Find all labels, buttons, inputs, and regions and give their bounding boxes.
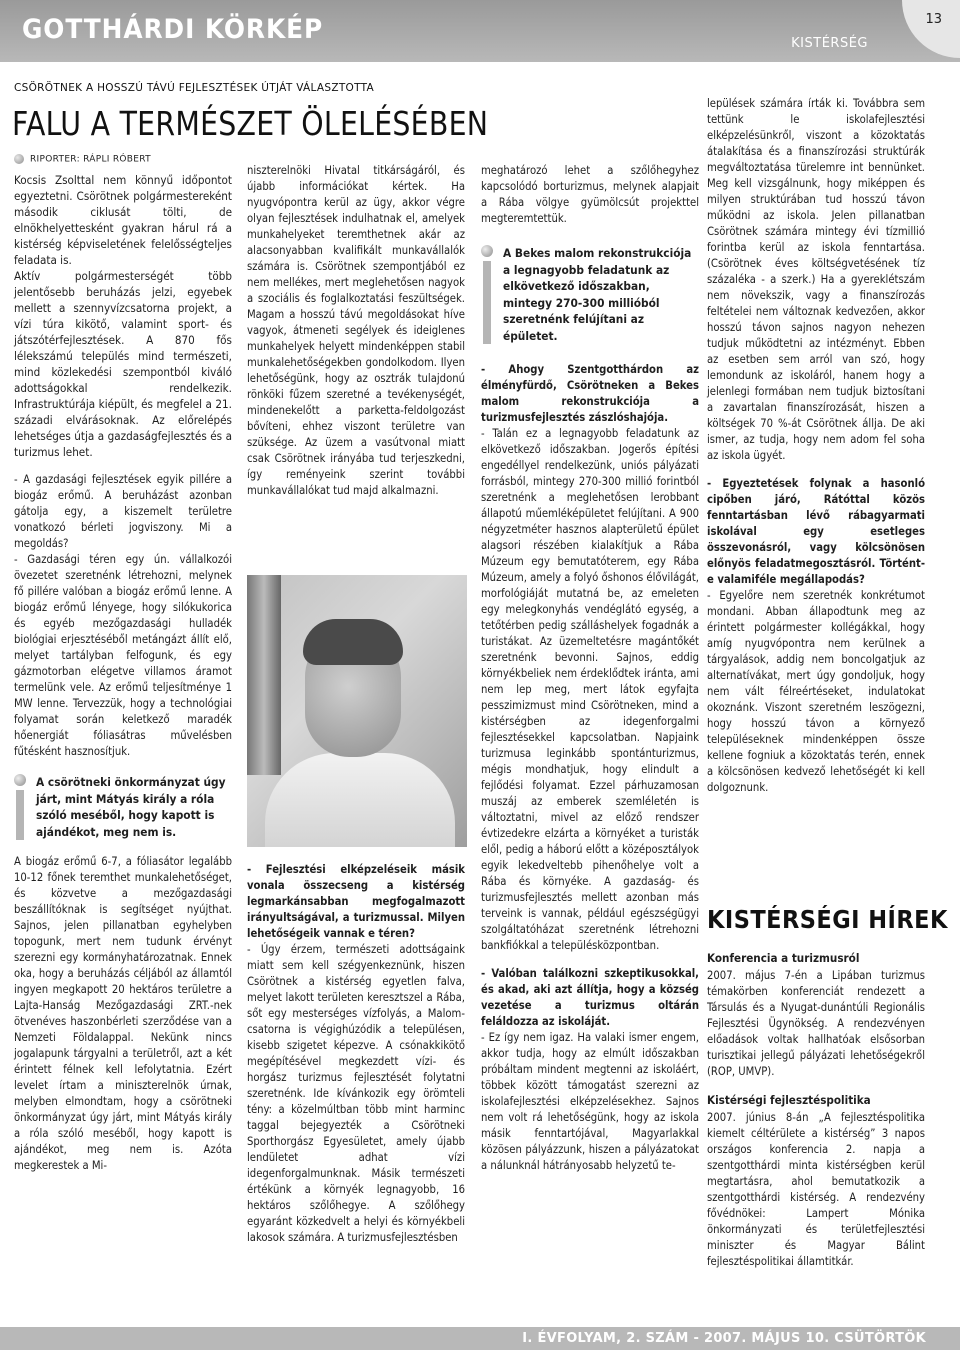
pull-quote-text: A csörötneki önkormányzat úgy járt, mint Mátyás király a róla szóló meséből, hogy kapott is ajándékot, meg nem is. xyxy=(36,775,226,839)
issue-info: I. ÉVFOLYAM, 2. SZÁM - 2007. MÁJUS 10. CSÜTÖRTÖK xyxy=(522,1331,926,1346)
body-paragraph: - Ez így nem igaz. Ha valaki ismer engem, akkor tudja, hogy az elmúlt időszakban próbáltam mindent megtenni az iskoláért, többek között támogatást szerezni az iskolafejlesztési elképzelésekhez. Sajnos nem volt rá lehetőségünk, hogy az iskola másik fenntartójával, Magyarlakkal közösen pályázzunk, hiszen a pályázatokat a nálunknál hátrányosabb helyzetű te- xyxy=(481,1031,699,1172)
quote-dot-icon xyxy=(14,774,26,786)
intro-paragraph: Kocsis Zsolttal nem könnyű időpontot egyeztetni. Csörötnek polgármestereként második ciklusát tölti, de elnökhelyettesként gyakran hárul rá a kistérség képviseletének felelősségteljes feladata is. xyxy=(14,173,232,267)
news-box xyxy=(707,950,925,1270)
body-paragraph: meghatározó lehet a szőlőhegyhez kapcsolódó borturizmus, melynek alapjait a Rába völgye gyümölcsút projekttel megteremtettük. xyxy=(481,164,699,225)
flag-shape xyxy=(247,575,281,775)
news-item-text: 2007. május 7-én a Lipában turizmus témakörben konferenciát rendezett a Társulás és a Nyugat-dunántúli Regionális Fejlesztési Ügynökség. A rendezvényen előadások voltak hallhatóak elsősorban turisztikai jellegű pályázati lehetőségekről (ROP, UMVP). xyxy=(707,969,925,1078)
news-item-text: 2007. június 8-án „A fejlesztéspolitika kiemelt céltérülete a kistérség” 3 napos országos konferencia 2. napja a szentgotthárdi minta kistérségben kerül megtartásra, ahol bemutatkozik a szentgotthárdi kistérség. A rendezvény fővédnökei: Lampert Mónika önkormányzati és területfejlesztési miniszter és Magyar Bálint fejlesztéspolitikai államtitkár. xyxy=(707,1111,925,1268)
body-paragraph: - Egyelőre nem szeretnék konkrétumot mondani. Abban állapodtunk meg az érintett polgármester kollégákkal, hogy amíg nyugvópontra nem kerülnek a tárgyalások, addig nem boncolgatjuk az alternatívákat, mert úgy gondoljuk, hogy nem vált félreértéseket, indulatokat okoznánk. Viszont szeretném leszögezni, hogy hosszú távon a környező településeknek mindenképpen össze kellene fogniuk a közoktatás terén, ennek a kölcsönösen kedvező lehetőségét ki kell dolgoznunk. xyxy=(707,589,925,794)
body-paragraph: niszterelnöki Hivatal titkárságáról, és újabb információkat kértek. Ha nyugvópontra kerül az ügy, akkor végre olyan fejlesztések indulhatnak el, amelyek munkahelyeket teremthetnek akár az alacsonyabban kvalifikált munkavállalók számára is. Csörötnek szempontjából ez nem mellékes, mert meglehetősen nagyok a szociális és foglalkoztatási feszültségek. Magam a hosszú távú megoldásokat híve vagyok, átmeneti segélyek és ideiglenes munkahelyek helyett mindenképpen stabil munkalehetőségekben gondolkodom. Ilyen lehetőségünk, hogy az osztrák tulajdonú rönköki fűzem szeretné a tevékenységét, mindenekelőtt a parketta-feldolgozást bővíteni, ehhez viszont területre van szüksége. Az üzem a vasútvonal miatt csak Csörötnek irányába tud terjeszkedni, így reményeink szerint további munkavállalókat tud majd alkalmazni. xyxy=(247,164,465,497)
masthead-logo: GOTTHÁRDI KÖRKÉP xyxy=(22,14,324,45)
article-headline: FALU A TERMÉSZET ÖLELÉSÉBEN xyxy=(12,104,489,143)
body-paragraph: A biogáz erőmű 6-7, a fóliasátor legalább 10-12 főnek teremthet munkalehetőséget, és közvetve a mezőgazdasági beszállítóknak is segítséget nyújthat. Sajnos, jelen pillanatban egyhelyben topogunk, mert nem tudunk érvényt szerezni egy kormányhatározatnak. Ennek oka, hogy a beruházás céljából az államtól ingyen megkapott 20 hektáros területre a Lajta-Hanság Mezőgazdasági ZRT.-nek ötvenéves haszonbérleti szerződése van a Nemzeti Földalappal. Nekünk nincs jogalapunk tárgyalni a területről, azt a két érintett félnek kell lefolytatnia. Ezért levelet írtam a miniszterelnök úrnak, melyben elmondtam, hogy a csörötneki önkormányzat úgy járt, mint Mátyás király a róla szóló meséből, hogy kapott is ajándékot, meg nem is. Azóta megkerestek a Mi- xyxy=(14,855,232,1172)
page-number: 13 xyxy=(925,12,942,27)
article-column-2 xyxy=(247,163,465,499)
news-item-heading: Kistérségi fejlesztéspolitika xyxy=(707,1093,871,1107)
interview-question: - Fejlesztési elképzeléseik másik vonala összecseng a kistérség legmarkánsabban megfogalmazott irányultságával, a turizmussal. Milyen lehetőségeik vannak e téren? xyxy=(247,863,465,940)
reporter-name: RIPORTER: RÁPLI RÓBERT xyxy=(30,154,151,165)
bullet-dot-icon xyxy=(14,154,24,164)
portrait-hair xyxy=(303,619,403,665)
body-paragraph: - Úgy érzem, természeti adottságaink miatt sem kell szégyenkeznünk, hiszen Csörötnek a kistérség egyetlen falva, melyet lakott területen keresztszel a Rába, sőt egy mesterséges vízfolyás, a Malom-csatorna is végighúzódik a településen, kisebb szigetet képezve. A csónakkikötő megépítésével megkezdett vízi- és horgász turizmus fejlesztését folytatni szeretnénk. Ide kívánkozik egy örömteli tény: a közelmúltban több mint harminc taggal bejegyezték a Csörötneki Sporthorgász Egyesületet, amely újabb lendületet adhat vízi idegenforgalmunknak. Másik természeti értékünk a környék legnagyobb, 16 hektáros szőlőhegye. A szőlőhegy egyaránt közkedvelt a helyi és környékbeli lakosok számára. A turizmusfejlesztésben xyxy=(247,943,465,1244)
pull-quote-text: A Bekes malom rekonstrukciója a legnagyobb feladatunk az elkövetkező időszakban, mintegy 270-300 millióból szeretnénk felújítani az épületet. xyxy=(503,246,692,343)
interview-question: - Valóban találkozni szkeptikusokkal, és akad, aki azt állítja, hogy a község vezetése a turizmus oltárán feláldozza az iskoláját. xyxy=(481,967,699,1028)
interview-question: - A gazdasági fejlesztések egyik pillére a biogáz erőmű. A beruházást azonban gátolja egy, a kiszemelt területre vonatkozó bérleti jogviszony. Mi a megoldás? xyxy=(14,473,232,550)
article-kicker: CSÖRÖTNEK A HOSSZÚ TÁVÚ FEJLESZTÉSEK ÚTJÁT VÁLASZTOTTA xyxy=(14,82,375,94)
article-byline xyxy=(14,154,151,165)
body-paragraph: lepülések számára írták ki. Továbbra sem tettünk le iskolafejlesztési elképzelésünkről, viszont a közoktatás átalakítása és a finanszírozási struktúrák megváltoztatása türelemre int bennünket. Meg kell vizsgálnunk, hogy miképpen és milyen struktúrában tud hosszú távon működni az iskola. Jelen pillanatban Csörötnek számára mintegy évi tízmillió forintba kerül az iskola fenntartása. (Csörötnek éves költségvetésének tíz százaléka - a szerk.) Ha a gyereklétszám nem növekszik, vagy a finanszírozás feltételei nem változnak kedvezően, akkor hosszú távon sajnos nagyon nehezen tudjuk működtetni az intézményt. Ebben az esetben sem arról van szó, hogy lemondunk az iskoláról, hanem hogy a jelenlegi formában nem tudjuk biztosítani a zavartalan finanszírozását, hiszen a költségek 70 %-át Csörötnek állja. De aki ismer, az tudja, hogy nem adom fel soha az iskola ügyét. xyxy=(707,97,925,462)
news-item-heading: Konferencia a turizmusról xyxy=(707,951,860,965)
portrait-shoulders xyxy=(265,753,455,847)
interview-question: - Ahogy Szentgotthárdon az élményfürdő, Csörötneken a Bekes malom rekonstrukciója a turizmusfejlesztés zászlóshajója. xyxy=(481,363,699,424)
news-box-title: KISTÉRSÉGI HÍREK xyxy=(707,905,948,934)
article-column-4 xyxy=(707,96,925,796)
intro-paragraph: Aktív polgármesterségét több jelentősebb beruházás jelzi, egyebek mellett a szennyvízcsatorna projekt, a vízi túra kikötő, valamint sport- és játszótérfejlesztések. A 870 fős lélekszámú település mind természeti, mind közlekedési szempontból kiváló adottságokkal rendelkezik. Infrastruktúrája kiépült, és megfelel a 21. századi elvárásoknak. Az előrelépés lehetséges útja a gazdaságfejlesztés és a turizmus lehet. xyxy=(14,269,232,459)
section-label: KISTÉRSÉG xyxy=(791,36,868,51)
pull-quote xyxy=(14,774,232,840)
quote-bar xyxy=(16,790,24,840)
interviewee-photo xyxy=(247,575,467,847)
article-column-3 xyxy=(481,163,699,1174)
interview-question: - Egyeztetések folynak a hasonló cipőben járó, Rátóttal közös fenntartásban lévő rábagyarmati iskolával egy esetleges összevonásról, vagy kölcsönösen előnyös feladatmegosztásról. Történt-e valamiféle megállapodás? xyxy=(707,477,925,586)
pull-quote xyxy=(481,245,699,344)
article-column-2-lower xyxy=(247,862,465,1246)
quote-dot-icon xyxy=(481,245,493,257)
body-paragraph: - Gazdasági téren egy ún. vállalkozói övezetet szeretnénk létrehozni, melynek fő pillére valóban a biogáz erőmű lenne. A biogáz erőmű lényege, hogy silókukorica és egyéb mezőgazdasági hulladék biológiai erjesztéséből metángázt állít elő, melyet tartályban felfogunk, és egy gázmotorban elégetve villamos áramot termelünk vele. Az erőmű teljesítménye 1 MW lenne. Tervezzük, hogy a technológiai folyamat során keletkező maradék hőenergiát fóliasátras művelésben fűtésként hasznosítjuk. xyxy=(14,553,232,758)
article-column-1 xyxy=(14,172,232,1174)
body-paragraph: - Talán ez a legnagyobb feladatunk az elkövetkező időszakban. Jogerős építési engedéllyel rendelkezünk, uniós pályázati forrásból, mintegy 270-300 millió forintból szeretnénk a meglehetősen lerobbant állapotú műemléképületet felújítani. A 900 négyzetméter hasznos alapterületű épület alagsori részében kialakítjuk a Rába Múzeum egy bemutatóterem, egy Rába Múzeum, amely a folyó őshonos élővilágát, morfológiáját mutatná be, az emeleten egy melegkonyhás vendéglátó egység, a tetőtérben pedig szálláshelyek fogadnák a turistákat. Az üzemeltetésre magántőkét szeretnénk bevonni. Sajnos, eddig környékbeliek nem érdeklődtek iránta, ami nem lep meg, mert látok egyfajta pesszimizmust mind Csörötneken, mind a kistérségben az idegenforgalmi fejlesztésekkel kapcsolatban. Napjaink turizmusa leginkább spontánturizmus, mégis mondhatjuk, hogy elindult a fejlődési folyamat. Ezzel párhuzamosan muszáj az emberek szemléletén is változtatni, mivel az előző rendszer évtizedekre elzárta a környéket a turisták elől, pedig a háború előtt a középosztályok egyik lekedveltebb pihenőhelye volt a Rába és környéke. A gazdaság- és turizmusfejlesztés mellett azonban más terveink is vannak, például egészségügyi szolgáltatóházat szeretnénk létrehozni bankfiókkal a településközpontban. xyxy=(481,427,699,952)
quote-bar xyxy=(483,261,491,344)
